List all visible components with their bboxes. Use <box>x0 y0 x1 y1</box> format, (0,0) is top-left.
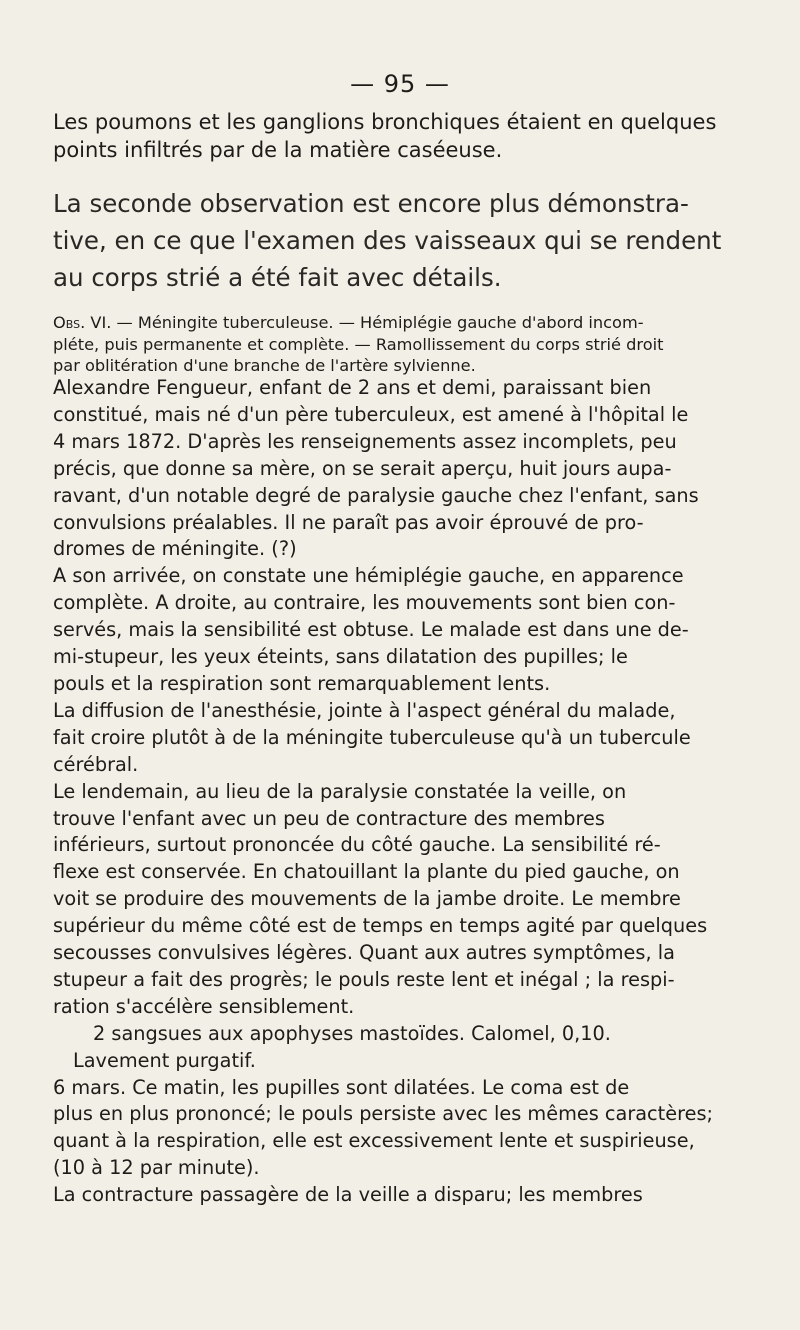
text-line: (10 à 12 par minute). <box>53 1156 260 1180</box>
text-line: au corps strié a été fait avec détails. <box>53 263 502 292</box>
text-line <box>53 312 798 334</box>
case-body <box>53 375 798 1209</box>
observation-label: Obs. VI. <box>53 313 112 332</box>
text-line: ravant, d'un notable degré de paralysie gauche chez l'enfant, sans <box>53 483 699 507</box>
text-line: voit se produire des mouvements de la jambe droite. Le membre <box>53 887 681 911</box>
text-line: Les poumons et les ganglions bronchiques étaient en quelques <box>53 110 717 134</box>
paragraph-march-6 <box>53 1075 798 1183</box>
text-line: constitué, mais né d'un père tuberculeux, est amené à l'hôpital le <box>53 402 689 426</box>
text-line: 2 sangsues aux apophyses mastoïdes. Calomel, 0,10. <box>93 1021 611 1045</box>
text-line: tive, en ce que l'examen des vaisseaux qui se rendent <box>53 226 722 255</box>
text-line: précis, que donne sa mère, on se serait aperçu, huit jours aupa- <box>53 456 672 480</box>
text-line: 4 mars 1872. D'après les renseignements assez incomplets, peu <box>53 429 677 453</box>
text-line: pléte, puis permanente et complète. — Ramollissement du corps strié droit <box>53 334 664 354</box>
text-line: 6 mars. Ce matin, les pupilles sont dilatées. Le coma est de <box>53 1075 630 1099</box>
text-line: ration s'accélère sensiblement. <box>53 994 355 1018</box>
text-line: Le lendemain, au lieu de la paralysie constatée la veille, on <box>53 779 627 803</box>
text-line: servés, mais la sensibilité est obtuse. Le malade est dans une de- <box>53 618 689 642</box>
text-line: trouve l'enfant avec un peu de contracture des membres <box>53 806 605 830</box>
paragraph-treatment <box>53 1021 798 1075</box>
text-line: plus en plus prononcé; le pouls persiste avec les mêmes caractères; <box>53 1102 713 1126</box>
paragraph-next-day <box>53 779 798 1021</box>
text-line: fait croire plutôt à de la méningite tuberculeuse qu'à un tubercule <box>53 725 691 749</box>
text-line: La diffusion de l'anesthésie, jointe à l'aspect général du malade, <box>53 698 676 722</box>
text-line: pouls et la respiration sont remarquablement lents. <box>53 671 551 695</box>
text-line: convulsions préalables. Il ne paraît pas avoir éprouvé de pro- <box>53 510 644 534</box>
text-line: cérébral. <box>53 752 139 776</box>
observation-title: — Méningite tuberculeuse. — Hémiplégie gauche d'abord incom- <box>111 313 644 332</box>
lead-paragraph <box>53 185 798 296</box>
page-number: — 95 — <box>350 70 450 98</box>
text-line: dromes de méningite. (?) <box>53 537 297 561</box>
text-line: Alexandre Fengueur, enfant de 2 ans et demi, paraissant bien <box>53 376 652 399</box>
paragraph-contracture <box>53 1182 798 1209</box>
text-line: points infiltrés par de la matière caséeuse. <box>53 138 503 162</box>
text-line: supérieur du même côté est de temps en temps agité par quelques <box>53 914 708 938</box>
paragraph-arrival <box>53 563 798 698</box>
text-line: quant à la respiration, elle est excessivement lente et suspirieuse, <box>53 1129 695 1153</box>
text-line: par oblitération d'une branche de l'artère sylvienne. <box>53 356 476 375</box>
text-line: Lavement purgatif. <box>73 1048 256 1072</box>
text-line: complète. A droite, au contraire, les mouvements sont bien con- <box>53 591 676 615</box>
text-line: inférieurs, surtout prononcée du côté gauche. La sensibilité ré- <box>53 833 661 857</box>
text-line: La seconde observation est encore plus démonstra- <box>53 189 689 218</box>
text-line: stupeur a fait des progrès; le pouls reste lent et inégal ; la respi- <box>53 967 675 991</box>
intro-paragraph <box>53 108 798 164</box>
observation-heading <box>53 312 798 377</box>
text-line: flexe est conservée. En chatouillant la plante du pied gauche, on <box>53 860 680 884</box>
paragraph-diagnosis <box>53 698 798 779</box>
text-line: A son arrivée, on constate une hémiplégie gauche, en apparence <box>53 564 684 588</box>
text-line: La contracture passagère de la veille a disparu; les membres <box>53 1183 643 1207</box>
text-line: secousses convulsives légères. Quant aux autres symptômes, la <box>53 941 675 965</box>
paragraph-history <box>53 375 798 563</box>
text-line: mi-stupeur, les yeux éteints, sans dilatation des pupilles; le <box>53 645 628 669</box>
